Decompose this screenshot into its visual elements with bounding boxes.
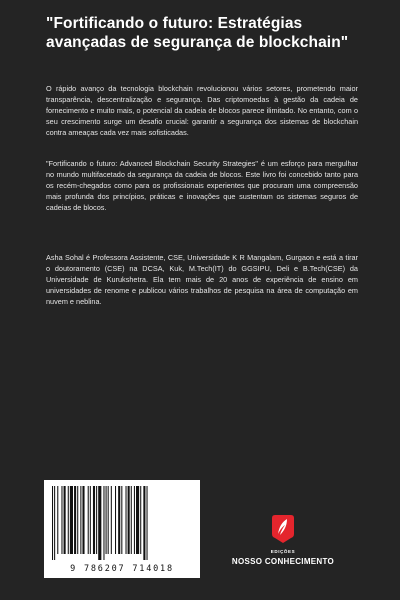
barcode-bar (93, 486, 95, 554)
barcode-bar (82, 486, 84, 554)
isbn-barcode (44, 480, 200, 578)
barcode-bar (80, 486, 81, 554)
barcode-bar (61, 486, 62, 554)
barcode-bars (50, 486, 194, 560)
barcode-bar (118, 486, 120, 554)
barcode-bar (77, 486, 78, 554)
description-paragraph-2: "Fortificando o futuro: Advanced Blockchain Security Strategies" é um esforço para mergulhar no mundo multifacetado da segurança da cadeia de blocos. Este livro foi concebido tanto para os recém-chegados como para os profissionais experientes que procuram uma compreensão mais profunda dos princípios, práticas e inovações que sustentam os sistemas seguros de cadeias de blocos. (46, 159, 358, 212)
barcode-bar (111, 486, 112, 554)
publisher-name: NOSSO CONHECIMENTO (231, 557, 335, 566)
barcode-bar (115, 486, 116, 554)
barcode-bar (64, 486, 66, 554)
barcode-bar (57, 486, 58, 554)
barcode-bar (143, 486, 145, 560)
barcode-bar (126, 486, 127, 554)
book-title: "Fortificando o futuro: Estratégias avançadas de segurança de blockchain" (46, 15, 349, 51)
barcode-bar (74, 486, 76, 554)
barcode-bar (103, 486, 104, 560)
barcode-bar (98, 486, 101, 560)
barcode-bar (96, 486, 97, 554)
barcode-bar (68, 486, 69, 554)
barcode-bar (90, 486, 91, 554)
barcode-bar (147, 486, 148, 560)
isbn-number: 9 786207 714018 (70, 564, 174, 574)
feather-quill-icon (270, 514, 296, 544)
barcode-bar (52, 486, 53, 560)
barcode-bar (140, 486, 141, 554)
publisher-imprint: EDIÇÕES (270, 549, 296, 554)
barcode-bar (106, 486, 107, 554)
barcode-bar (54, 486, 55, 560)
barcode-bar (121, 486, 122, 554)
barcode-bar (88, 486, 89, 554)
barcode-bar (70, 486, 73, 554)
barcode-bar (108, 486, 109, 554)
barcode-bar (136, 486, 139, 554)
author-bio: Asha Sohal é Professora Assistente, CSE, Universidade K R Mangalam, Gurgaon e está a tirar o doutoramento (CSE) na DCSA, Kuk, M.Tech(IT) do GGSIPU, Deli e B.Tech(CSE) da Universidade de Kurukshetra. Ela tem mais de 20 anos de experiência de ensino em universidades de renome e publicou vários trabalhos de pesquisa na área de computação em nuvem e neblina. (46, 253, 358, 306)
barcode-bar (128, 486, 130, 554)
barcode-bar (134, 486, 135, 554)
description-paragraph-1: O rápido avanço da tecnologia blockchain revolucionou vários setores, prometendo maior transparência, descentralização e segurança. Das criptomoedas à gestão da cadeia de fornecimento e muito mais, o potencial da cadeia de blocos parece ilimitado. No entanto, com o seu crescimento surge um desafio crucial: garantir a segurança dos sistemas de blockchain contra ameaças cada vez mais sofisticadas. (46, 84, 358, 137)
barcode-bar (131, 486, 132, 554)
